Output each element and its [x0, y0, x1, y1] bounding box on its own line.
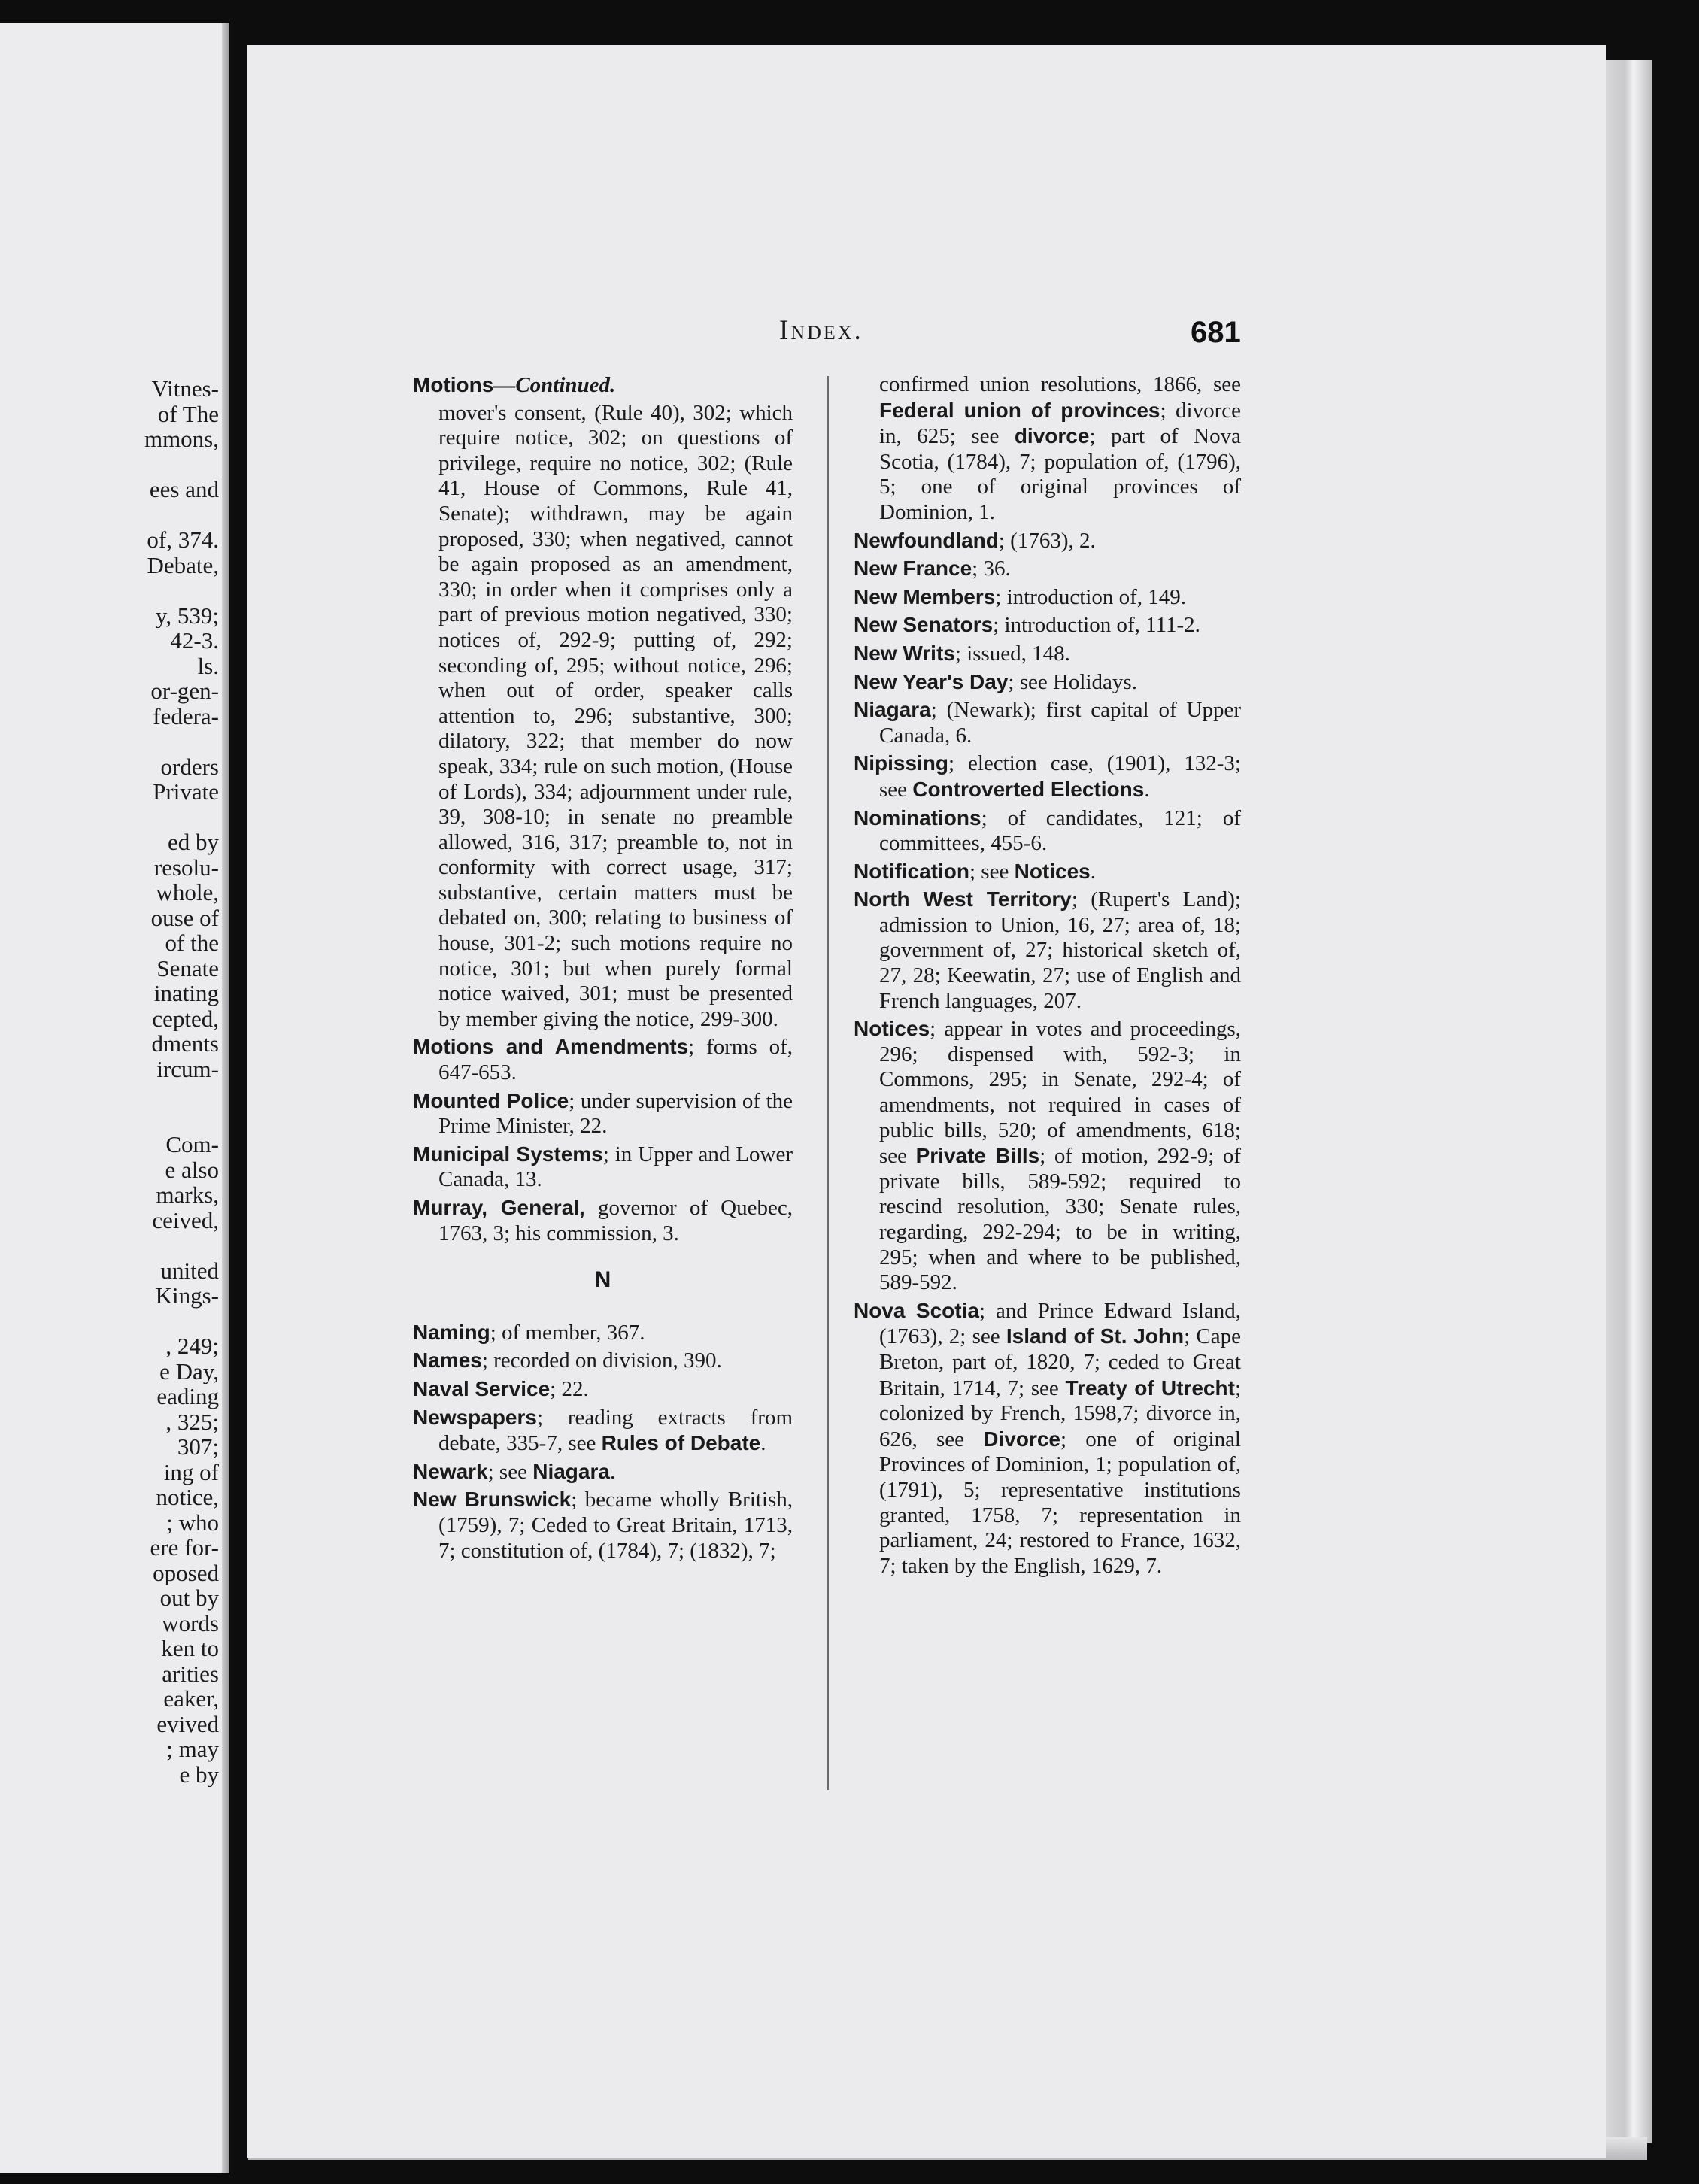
entry-heading: North West Territory: [854, 887, 1072, 912]
index-column-left: [413, 372, 793, 1566]
entry-text: .: [760, 1431, 766, 1456]
entry-text: .: [1090, 859, 1096, 884]
text-fragment: ; who: [166, 1509, 219, 1535]
entry-heading: Newfoundland: [854, 528, 999, 552]
entry-text: ; see: [487, 1459, 533, 1484]
text-fragment: [8, 1233, 219, 1258]
index-entry: [413, 1376, 793, 1403]
entry-text: ; of candidates, 121; of committees, 455-6.: [879, 805, 1241, 856]
running-title: Index.: [779, 315, 863, 346]
cross-reference: Island of St. John: [1006, 1324, 1185, 1348]
entry-heading: Motions and Amendments: [413, 1035, 689, 1059]
entry-heading: Names: [413, 1348, 482, 1373]
text-fragment: eading: [156, 1384, 219, 1409]
entry-text: ; see Holidays.: [1008, 669, 1137, 694]
entry-text: ; 36.: [972, 557, 1011, 581]
text-fragment: words: [162, 1610, 219, 1636]
page-gutter: [222, 23, 229, 2173]
text-fragment: ouse of: [150, 905, 219, 930]
text-fragment: whole,: [156, 880, 219, 905]
cross-reference: Notices: [1014, 859, 1091, 883]
index-entry: [413, 1320, 793, 1346]
cross-reference: divorce: [1014, 424, 1090, 448]
entry-heading: Mounted Police: [413, 1088, 569, 1112]
index-entry: [854, 584, 1241, 611]
text-fragment: orders: [160, 754, 219, 779]
text-fragment: Senate: [156, 955, 219, 981]
text-fragment: , 325;: [165, 1409, 219, 1434]
entry-text: ; recorded on division, 390.: [481, 1348, 722, 1373]
entry-text: ; appear in votes and proceedings, 296; dispensed with, 592-3; in Commons, 295; in Senate, 292-4; of amendments, not required in cases of public bills, 520; of amendments, 618; see: [879, 1017, 1241, 1169]
entry-text: ; (Rupert's Land); admission to Union, 16, 27; area of, 18; government of, 27; historical sketch of, 27, 28; Keewatin, 27; use of English and French languages, 207.: [879, 887, 1241, 1013]
index-entries-n: [413, 1320, 793, 1564]
index-entries-m: [413, 1034, 793, 1246]
index-entry: [413, 1405, 793, 1457]
text-fragment: evived: [156, 1711, 219, 1737]
entry-heading: Motions: [413, 373, 494, 396]
index-column-right: [854, 372, 1241, 1581]
continuation-text: ; divorce in, 625; see: [879, 398, 1242, 449]
cross-reference: Divorce: [983, 1427, 1060, 1451]
entry-heading: New Brunswick: [413, 1488, 572, 1512]
text-fragment: e Day,: [159, 1358, 219, 1384]
text-fragment: e by: [179, 1761, 219, 1787]
text-fragment: Kings-: [155, 1283, 219, 1309]
entry-heading: Notification: [854, 859, 969, 883]
text-fragment: Vitnes-: [151, 376, 219, 402]
entry-heading: Municipal Systems: [413, 1142, 603, 1166]
index-entry: [854, 556, 1241, 582]
text-fragment: [8, 1107, 219, 1133]
entry-text: ; of motion, 292-9; of private bills, 589-592; required to rescind resolution, 330; Senate rules, regarding, 292-294; to be in writing, 295; when and where to be published, 589-592.: [879, 1144, 1242, 1295]
index-entry: [854, 805, 1241, 857]
text-fragment: ken to: [161, 1636, 219, 1661]
entry-text: ; election case, (1901), 132-3; see: [879, 751, 1241, 802]
text-fragment: , 249;: [165, 1333, 219, 1359]
index-entry: [854, 669, 1241, 696]
entry-heading: Nipissing: [854, 751, 949, 775]
entry-text: ; and Prince Edward Island, (1763), 2; see: [879, 1298, 1242, 1349]
text-fragment: ing of: [163, 1459, 219, 1485]
index-entry: [413, 1034, 793, 1085]
index-entry: [854, 859, 1241, 885]
cross-reference: Federal union of provinces: [879, 398, 1160, 422]
text-fragment: [8, 805, 219, 830]
text-fragment: 42-3.: [170, 628, 219, 654]
text-fragment: cepted,: [152, 1006, 219, 1031]
index-entry-continued: [413, 372, 793, 399]
text-fragment: united: [160, 1257, 219, 1283]
cross-reference: Private Bills: [915, 1144, 1040, 1168]
text-fragment: [8, 729, 219, 754]
entry-heading: New France: [854, 557, 972, 581]
index-entry: [413, 1487, 793, 1564]
entry-text: ; 22.: [550, 1376, 589, 1401]
entry-heading: Naval Service: [413, 1376, 551, 1400]
text-fragment: arities: [162, 1661, 219, 1686]
text-fragment: or-gen-: [150, 678, 219, 704]
entry-heading: New Writs: [854, 641, 955, 665]
text-fragment: ircum-: [156, 1056, 219, 1081]
entry-text: ; see: [969, 859, 1015, 884]
cross-reference: Rules of Debate: [601, 1431, 761, 1455]
entry-heading: Notices: [854, 1017, 930, 1041]
entry-text: ; under supervision of the Prime Minister, 22.: [438, 1088, 793, 1139]
entry-heading: New Senators: [854, 613, 994, 637]
continued-label: —Continued.: [493, 373, 616, 397]
entry-text: ; (Newark); first capital of Upper Canada, 6.: [879, 698, 1241, 748]
entry-heading: Murray, General,: [413, 1196, 585, 1219]
index-entries-right: [854, 528, 1241, 1579]
text-fragment: ceived,: [152, 1207, 219, 1233]
text-fragment: oposed: [153, 1560, 219, 1585]
index-entry: [413, 1348, 793, 1374]
entry-text: ; introduction of, 149.: [995, 584, 1187, 609]
text-fragment: out by: [159, 1585, 219, 1611]
continuation-text: ; part of Nova Scotia, (1784), 7; population of, (1796), 5; one of original provinces of Dominion, 1.: [879, 424, 1241, 524]
text-fragment: [8, 1309, 219, 1334]
index-entry: [854, 751, 1241, 802]
continuation-text: confirmed union resolutions, 1866, see: [879, 372, 1241, 396]
index-entry-continuation: [854, 372, 1241, 526]
entry-text: governor of Quebec, 1763, 3; his commission, 3.: [438, 1196, 793, 1245]
index-entry: [413, 1459, 793, 1485]
entry-text: ; became wholly British, (1759), 7; Ceded to Great Britain, 1713, 7; constitution of, (1784), 7; (1832), 7;: [438, 1488, 793, 1563]
entry-text: .: [1144, 777, 1150, 802]
entry-heading: Newark: [413, 1459, 488, 1483]
text-fragment: Debate,: [147, 552, 219, 578]
entry-heading: Newspapers: [413, 1405, 537, 1429]
text-fragment: of the: [165, 930, 219, 956]
entry-text: ; Cape Breton, part of, 1820, 7; ceded to Great Britain, 1714, 7; see: [879, 1324, 1241, 1400]
index-entry: [413, 1088, 793, 1139]
entry-heading: New Members: [854, 584, 996, 608]
text-fragment: [8, 1081, 219, 1107]
text-fragment: resolu-: [153, 854, 219, 880]
text-fragment: Com-: [165, 1132, 219, 1157]
text-fragment: ls.: [197, 653, 219, 678]
text-fragment: marks,: [156, 1182, 219, 1208]
text-fragment: inating: [153, 981, 219, 1006]
text-fragment: notice,: [156, 1485, 219, 1510]
text-fragment: dments: [151, 1031, 219, 1057]
index-entry: [413, 1195, 793, 1246]
cross-reference: Niagara: [532, 1459, 610, 1483]
text-fragment: eaker,: [163, 1686, 219, 1712]
text-fragment: Private: [153, 779, 219, 805]
index-entry: [854, 697, 1241, 748]
previous-page-edge: [0, 23, 229, 2173]
entry-text: ; colonized by French, 1598,7; divorce in, 626, see: [879, 1376, 1241, 1451]
entry-text: ; reading extracts from debate, 335-7, see: [438, 1405, 793, 1456]
entry-text: ; (1763), 2.: [998, 528, 1096, 553]
index-entry: [854, 612, 1241, 639]
text-fragment: federa-: [153, 703, 219, 729]
entry-text: .: [609, 1459, 616, 1484]
entry-heading: New Year's Day: [854, 669, 1009, 693]
entry-text: ; issued, 148.: [954, 641, 1070, 666]
text-fragment: [8, 502, 219, 528]
section-letter: N: [594, 1267, 611, 1293]
index-entry: [854, 1298, 1241, 1579]
text-fragment: ees and: [149, 477, 219, 502]
text-fragment: of The: [157, 401, 219, 426]
cross-reference: Controverted Elections: [912, 777, 1145, 801]
entry-text: ; in Upper and Lower Canada, 13.: [438, 1142, 793, 1192]
text-fragment: ; may: [166, 1737, 219, 1762]
book-page-edges: [1606, 60, 1652, 2143]
text-fragment: e also: [165, 1157, 219, 1182]
index-entry-continued-text: mover's consent, (Rule 40), 302; which require notice, 302; on questions of privilege, require no notice, 302; (Rule 41, House of Commons, Rule 41, Senate); withdrawn, may be again proposed, 330; when negatived, cannot be again proposed as an amendment, 330; in order when it comprises only a part of previous motion negatived, 330; notices of, 292-9; putting of, 292; seconding of, 295; without notice, 296; when out of order, speaker calls attention to, 296; substantive, 300; dilatory, 322; that member do now speak, 334; rule on such motion, (House of Lords), 334; adjournment under rule, 39, 308-10; in senate no preamble allowed, 316, 317; preamble to, not in conformity with correct usage, 317; substantive, certain matters must be debated on, 300; relating to business of house, 301-2; such motions require no notice, 301; but when purely formal notice waived, 301; must be presented by member giving the notice, 299-300.: [438, 400, 793, 1031]
entry-heading: Nominations: [854, 805, 981, 830]
entry-text: ; forms of, 647-653.: [438, 1035, 793, 1085]
text-fragment: mmons,: [144, 426, 219, 452]
previous-page-text-fragments: [8, 376, 219, 1787]
index-entry: [413, 1142, 793, 1193]
entry-text: ; of member, 367.: [490, 1320, 645, 1345]
text-fragment: [8, 578, 219, 603]
entry-heading: Niagara: [854, 698, 931, 722]
text-fragment: ere for-: [150, 1535, 219, 1561]
text-fragment: y, 539;: [155, 602, 219, 628]
column-divider: [827, 376, 829, 1790]
cross-reference: Treaty of Utrecht: [1065, 1376, 1235, 1400]
entry-text: ; introduction of, 111-2.: [993, 613, 1200, 638]
entry-text: ; one of original Provinces of Dominion, 1; population of, (1791), 5; representative institutions granted, 1758, 7; representation in parliament, 24; restored to France, 1632, 7; taken by the English, 1629, 7.: [879, 1427, 1241, 1578]
page-number: 681: [1191, 316, 1241, 349]
index-entry: [854, 641, 1241, 667]
text-fragment: ed by: [167, 830, 219, 855]
entry-heading: Naming: [413, 1320, 490, 1344]
index-entry: [854, 528, 1241, 554]
index-entry: [854, 887, 1241, 1014]
entry-heading: Nova Scotia: [854, 1298, 979, 1322]
index-entry: [854, 1016, 1241, 1296]
text-fragment: [8, 452, 219, 478]
text-fragment: of, 374.: [147, 527, 219, 553]
text-fragment: 307;: [177, 1434, 219, 1460]
